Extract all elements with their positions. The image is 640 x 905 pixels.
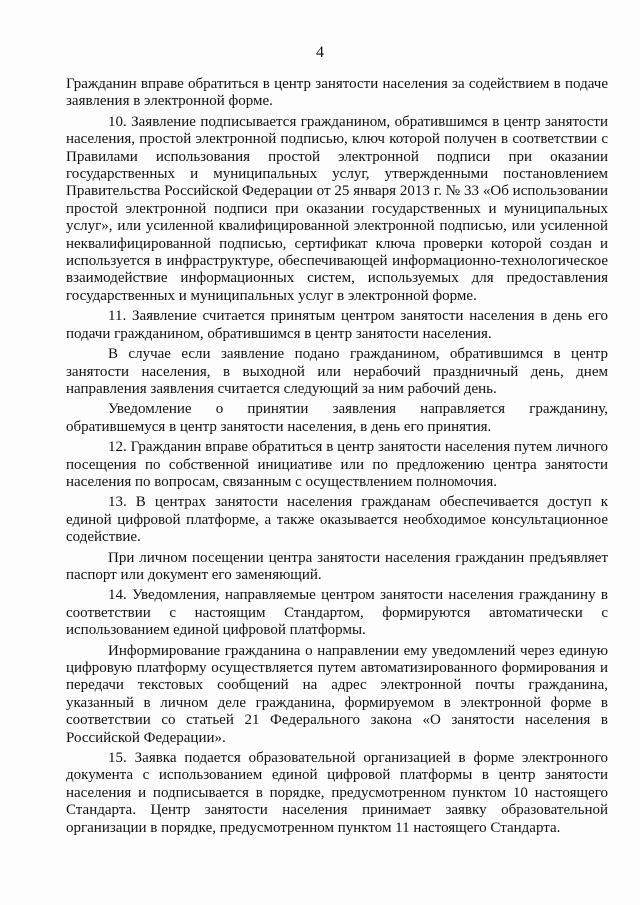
paragraph: 11. Заявление считается принятым центром занятости населения в день его подачи гражданином, обратившимся в центр занятости населения. <box>66 308 608 342</box>
paragraph: При личном посещении центра занятости населения гражданин предъявляет паспорт или документ его заменяющий. <box>66 549 608 583</box>
page-number: 4 <box>316 44 324 61</box>
paragraph: Уведомление о принятии заявления направляется гражданину, обратившемуся в центр занятости населения, в день его принятия. <box>66 401 608 435</box>
paragraph: Информирование гражданина о направлении ему уведомлений через единую цифровую платформу осуществляется путем автоматизированного формирования и передачи текстовых сообщений на адрес электронной почты гражданина, указанный в личном деле гражданина, формируемом в электронной форме в соответствии со статьей 21 Федерального закона «О занятости населения в Российской Федерации». <box>66 642 608 746</box>
paragraph: 12. Гражданин вправе обратиться в центр занятости населения путем личного посещения по собственной инициативе или по предложению центра занятости населения по вопросам, связанным с осуществлением полномочия. <box>66 439 608 490</box>
paragraph: 15. Заявка подается образовательной организацией в форме электронного документа с использованием единой цифровой платформы в центр занятости населения и подписывается в порядке, предусмотренном пунктом 10 настоящего Стандарта. Центр занятости населения принимает заявку образовательной организации в порядке, предусмотренном пунктом 11 настоящего Стандарта. <box>66 750 608 836</box>
paragraph: 10. Заявление подписывается гражданином, обратившимся в центр занятости населения, простой электронной подписью, ключ которой получен в соответствии с Правилами использования простой электронной подписи при оказании государственных и муниципальных услуг, утвержденными постановлением Правительства Российской Федерации от 25 января 2013 г. № 33 «Об использовании простой электронной подписи при оказании государственных и муниципальных услуг», или усиленной квалифицированной электронной подписью, или усиленной неквалифицированной подписью, сертификат ключа проверки которой создан и используется в инфраструктуре, обеспечивающей информационно-технологическое взаимодействие информационных систем, используемых для предоставления государственных и муниципальных услуг в электронной форме. <box>66 113 608 304</box>
paragraph: В случае если заявление подано гражданином, обратившимся в центр занятости населения, в выходной или нерабочий праздничный день, днем направления заявления считается следующий за ним рабочий день. <box>66 346 608 397</box>
paragraph: 14. Уведомления, направляемые центром занятости населения гражданину в соответствии с настоящим Стандартом, формируются автоматически с использованием единой цифровой платформы. <box>66 587 608 639</box>
document-body <box>66 76 608 840</box>
paragraph: Гражданин вправе обратиться в центр занятости населения за содействием в подаче заявления в электронной форме. <box>66 76 608 110</box>
paragraph: 13. В центрах занятости населения гражданам обеспечивается доступ к единой цифровой платформе, а также оказывается необходимое консультационное содействие. <box>66 494 608 546</box>
